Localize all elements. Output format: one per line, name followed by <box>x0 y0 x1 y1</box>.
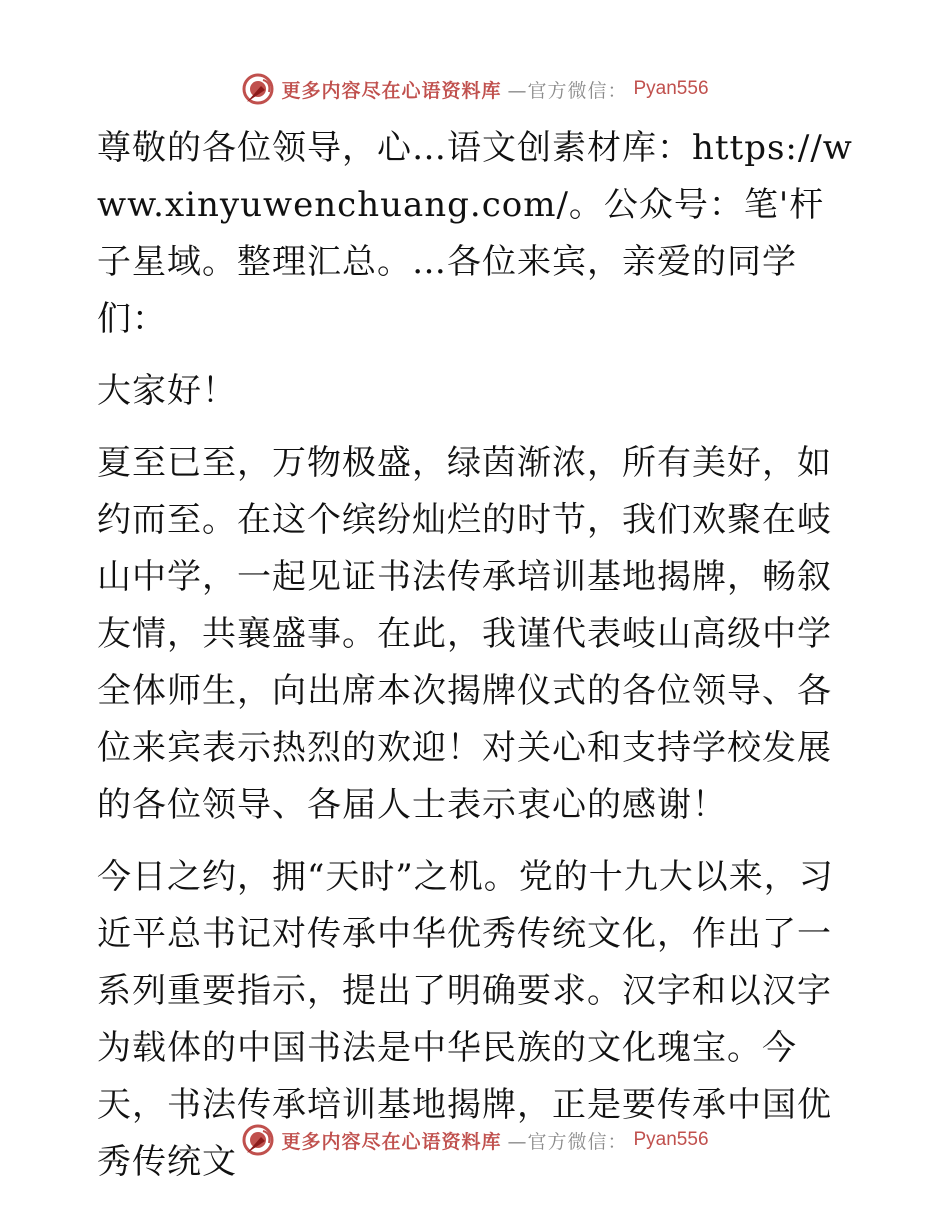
pen-logo-icon <box>241 1123 275 1157</box>
banner-official-text: —官方微信： <box>507 79 628 102</box>
banner-official-text: —官方微信： <box>507 1130 628 1153</box>
footer-watermark-banner <box>0 1120 950 1160</box>
header-watermark-banner <box>0 69 950 109</box>
banner-wechat-id: Pyan556 <box>633 1129 709 1150</box>
paragraph-tianshi: 今日之约，拥“天时”之机。党的十九大以来，习近平总书记对传承中华优秀传统文化，作出了一系列重要指示，提出了明确要求。汉字和以汉字为载体的中国书法是中华民族的文化瑰宝。今天，书法传承培训基地揭牌，正是要传承中国优秀传统文 <box>97 857 834 1182</box>
banner-main-text: 更多内容尽在心语资料库 <box>281 79 502 102</box>
banner-main-text: 更多内容尽在心语资料库 <box>281 1130 502 1153</box>
banner-wechat-id: Pyan556 <box>633 78 709 99</box>
pen-logo-icon <box>241 72 275 106</box>
paragraph-hello: 大家好！ <box>97 371 237 411</box>
paragraph-greeting: 尊敬的各位领导，心…语文创素材库：https://www.xinyuwenchuang.com/。公众号：笔'杆子星域。整理汇总。…各位来宾，亲爱的同学们： <box>97 128 853 339</box>
document-body <box>97 120 857 1191</box>
paragraph-welcome: 夏至已至，万物极盛，绿茵渐浓，所有美好，如约而至。在这个缤纷灿烂的时节，我们欢聚在岐山中学，一起见证书法传承培训基地揭牌，畅叙友情，共襄盛事。在此，我谨代表岐山高级中学全体师生，向出席本次揭牌仪式的各位领导、各位来宾表示热烈的欢迎！对关心和支持学校发展的各位领导、各届人士表示衷心的感谢！ <box>97 443 832 825</box>
